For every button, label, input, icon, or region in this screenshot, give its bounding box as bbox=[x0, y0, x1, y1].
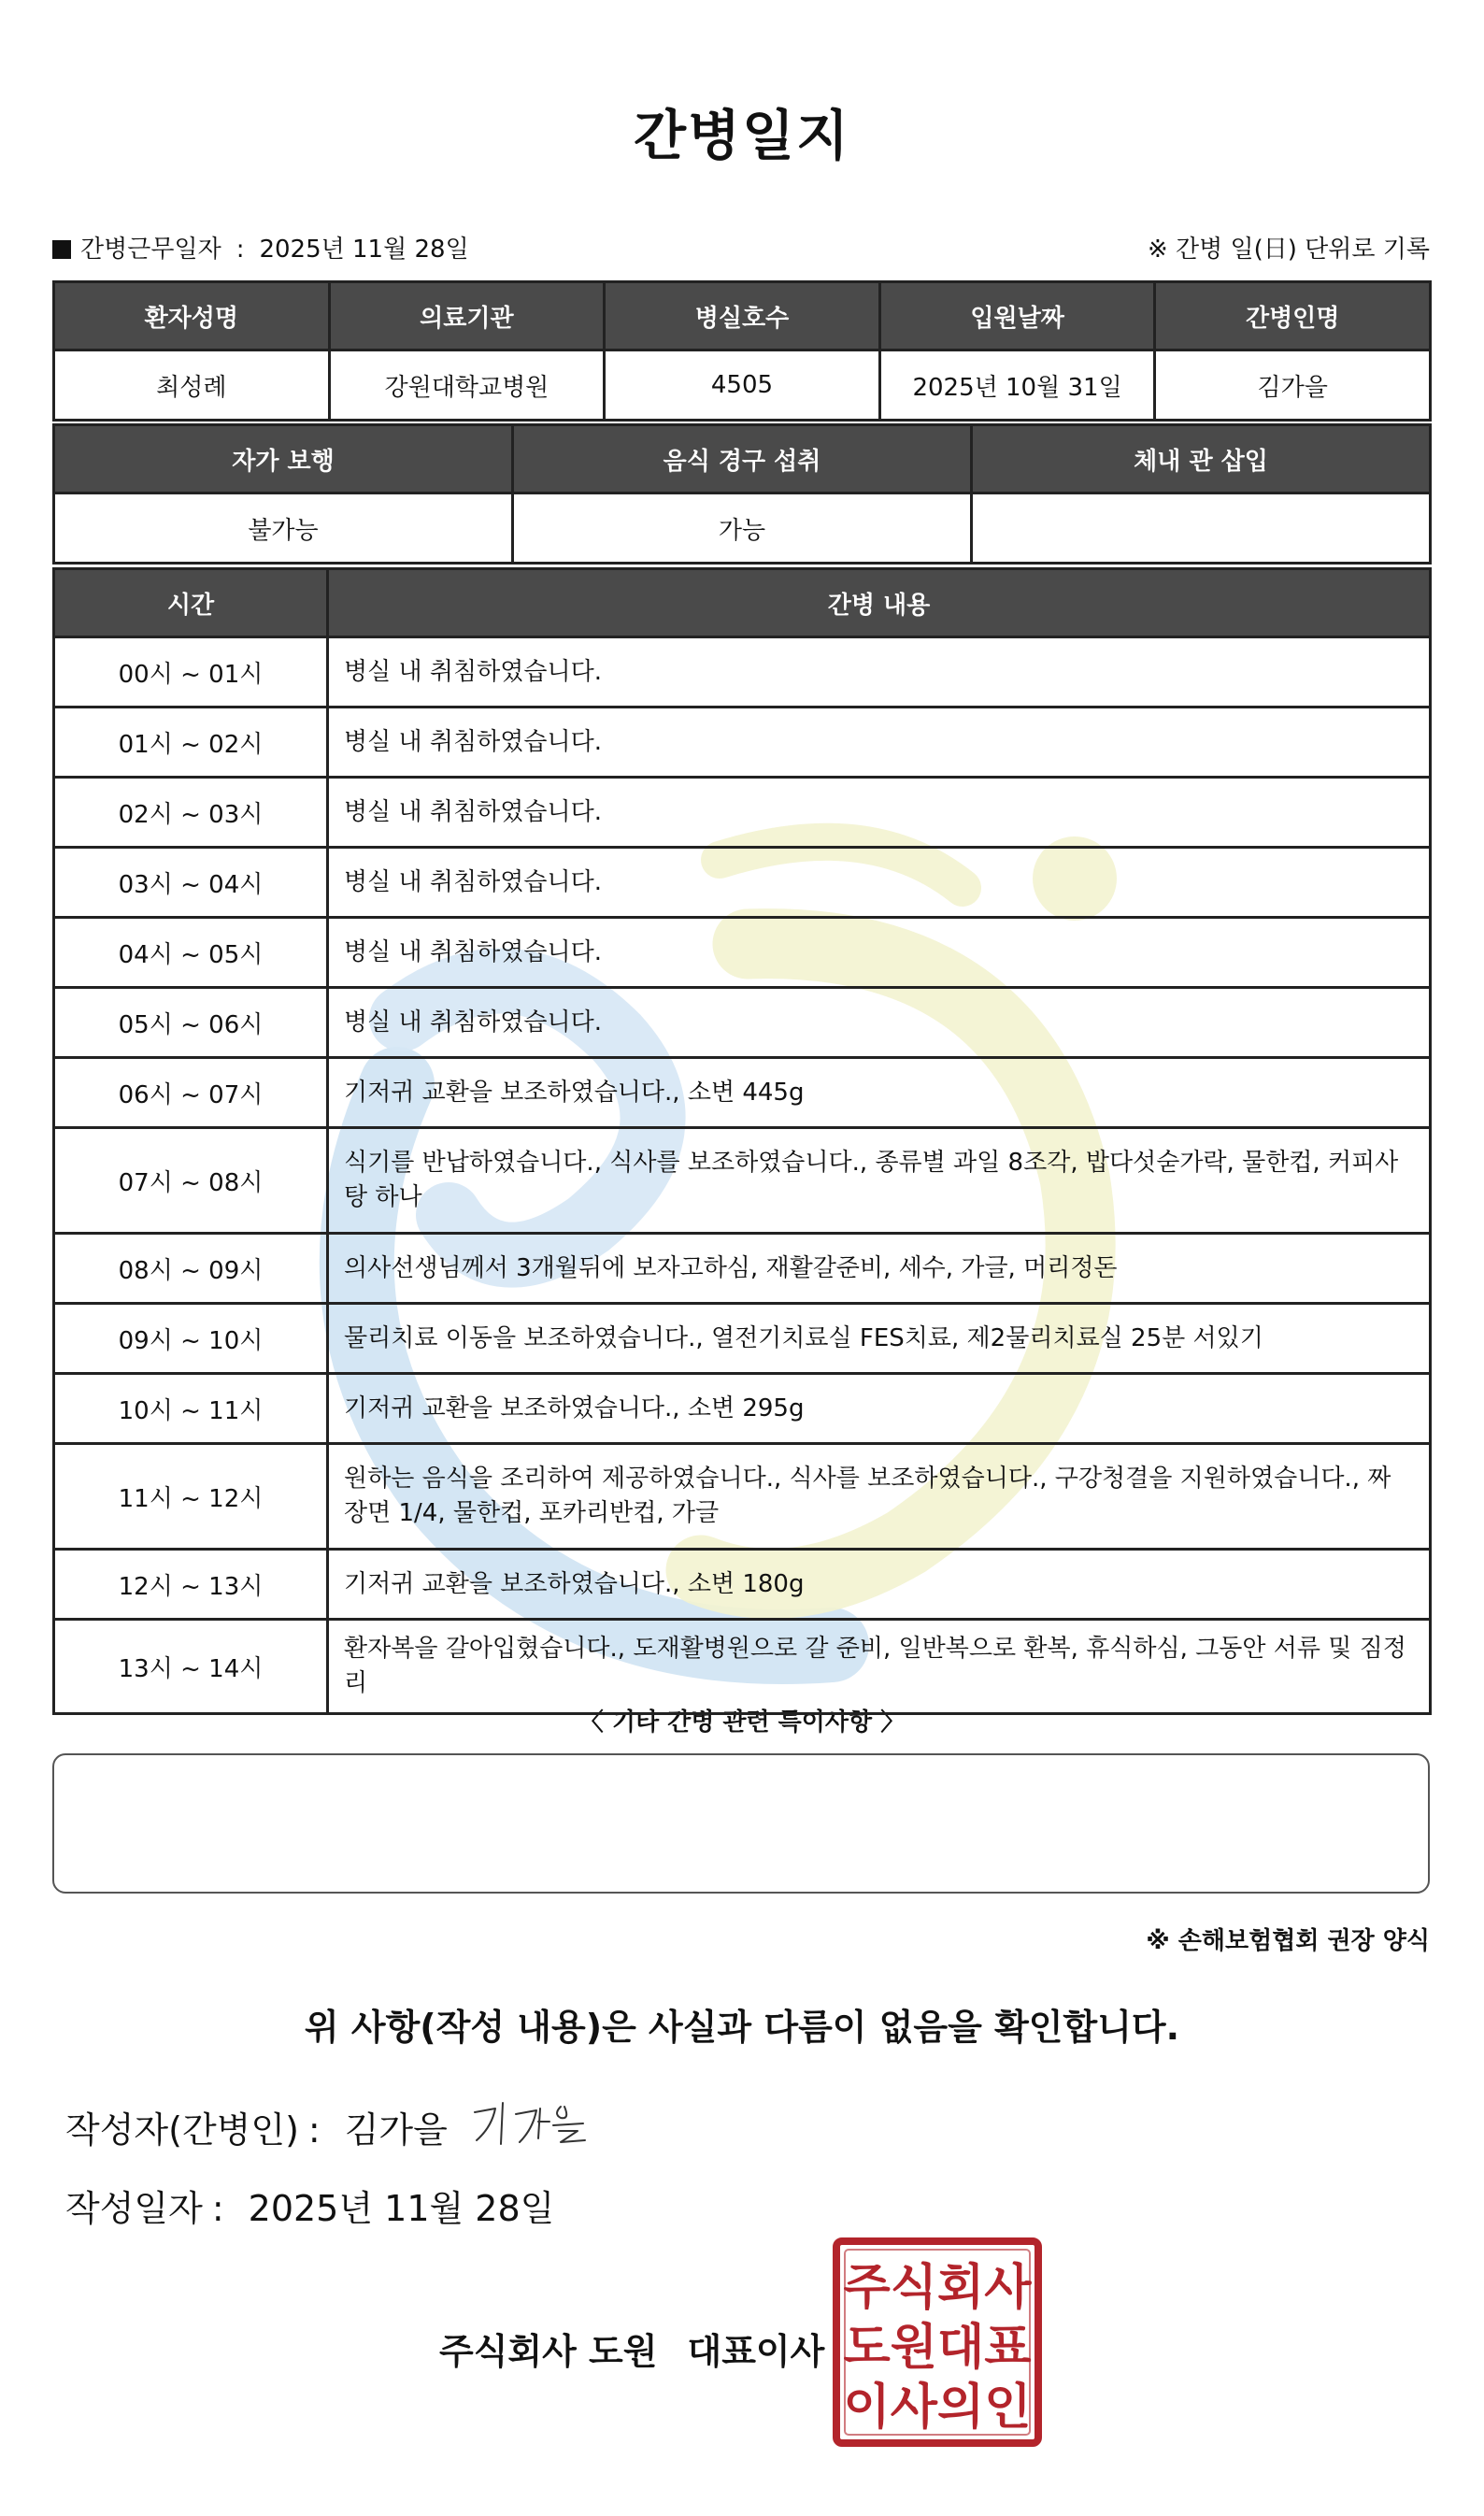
table-row bbox=[54, 778, 1431, 848]
table-row bbox=[54, 1304, 1431, 1374]
row-content: 병실 내 취침하였습니다. bbox=[328, 708, 1431, 778]
row-time: 07시 ~ 08시 bbox=[54, 1128, 328, 1234]
table-row bbox=[54, 848, 1431, 918]
row-time: 12시 ~ 13시 bbox=[54, 1550, 328, 1620]
patient-info-header-row bbox=[54, 282, 1431, 350]
author-colon: : bbox=[307, 2109, 321, 2151]
self-walking-value: 불가능 bbox=[54, 493, 513, 564]
row-content: 원하는 음식을 조리하여 제공하였습니다., 식사를 보조하였습니다., 구강청결을 지원하였습니다., 짜장면 1/4, 물한컵, 포카리반컵, 가글 bbox=[328, 1444, 1431, 1550]
table-row bbox=[54, 708, 1431, 778]
row-time: 00시 ~ 01시 bbox=[54, 637, 328, 708]
room-number: 4505 bbox=[605, 350, 880, 421]
author-label: 작성자(간병인) bbox=[65, 2109, 299, 2151]
company-name: 주식회사 도원 bbox=[439, 2331, 658, 2372]
status-header-row bbox=[54, 425, 1431, 493]
header-oral-intake: 음식 경구 섭취 bbox=[513, 425, 972, 493]
row-time: 06시 ~ 07시 bbox=[54, 1058, 328, 1128]
row-content: 환자복을 갈아입혔습니다., 도재활병원으로 갈 준비, 일반복으로 환복, 휴식하심, 그동안 서류 및 짐정리 bbox=[328, 1620, 1431, 1714]
row-content: 병실 내 취침하였습니다. bbox=[328, 637, 1431, 708]
row-time: 05시 ~ 06시 bbox=[54, 988, 328, 1058]
care-log-table bbox=[52, 567, 1432, 1715]
written-date-row bbox=[65, 2180, 554, 2231]
company-signature-line bbox=[439, 2323, 824, 2374]
patient-status-table bbox=[52, 423, 1432, 565]
header-tube-insertion: 체내 관 삽입 bbox=[972, 425, 1431, 493]
company-seal-stamp bbox=[832, 2237, 1043, 2448]
header-admission-date: 입원날짜 bbox=[879, 282, 1155, 350]
confirmation-statement: 위 사항(작성 내용)은 사실과 다름이 없음을 확인합니다. bbox=[304, 2007, 1180, 2048]
oral-intake-value: 가능 bbox=[513, 493, 972, 564]
row-content: 식기를 반납하였습니다., 식사를 보조하였습니다., 종류별 과일 8조각, 밥다섯숟가락, 물한컵, 커피사탕 하나 bbox=[328, 1128, 1431, 1234]
table-row bbox=[54, 1444, 1431, 1550]
row-time: 02시 ~ 03시 bbox=[54, 778, 328, 848]
table-row bbox=[54, 1620, 1431, 1714]
row-time: 11시 ~ 12시 bbox=[54, 1444, 328, 1550]
seal-line-3: 이사의인 bbox=[843, 2380, 1032, 2436]
header-care-content: 간병 내용 bbox=[328, 569, 1431, 637]
table-row bbox=[54, 1374, 1431, 1444]
work-date-label: 간병근무일자 bbox=[80, 236, 221, 264]
row-time: 09시 ~ 10시 bbox=[54, 1304, 328, 1374]
row-time: 04시 ~ 05시 bbox=[54, 918, 328, 988]
status-value-row bbox=[54, 493, 1431, 564]
header-self-walking: 자가 보행 bbox=[54, 425, 513, 493]
tube-insertion-value bbox=[972, 493, 1431, 564]
row-time: 10시 ~ 11시 bbox=[54, 1374, 328, 1444]
work-date-colon: : bbox=[235, 236, 245, 264]
work-date-value: 2025년 11월 28일 bbox=[259, 236, 469, 264]
row-content: 병실 내 취침하였습니다. bbox=[328, 918, 1431, 988]
care-log-header-row bbox=[54, 569, 1431, 637]
header-caregiver-name: 간병인명 bbox=[1155, 282, 1431, 350]
table-row bbox=[54, 988, 1431, 1058]
special-notes-label: 〈 기타 간병 관련 특이사항 〉 bbox=[578, 1708, 906, 1737]
row-time: 03시 ~ 04시 bbox=[54, 848, 328, 918]
row-content: 기저귀 교환을 보조하였습니다., 소변 445g bbox=[328, 1058, 1431, 1128]
row-time: 01시 ~ 02시 bbox=[54, 708, 328, 778]
author-name: 김가을 bbox=[344, 2109, 448, 2151]
written-date-colon: : bbox=[211, 2188, 224, 2229]
special-notes-box[interactable] bbox=[52, 1753, 1430, 1894]
table-row bbox=[54, 1058, 1431, 1128]
row-content: 기저귀 교환을 보조하였습니다., 소변 180g bbox=[328, 1550, 1431, 1620]
header-room-number: 병실호수 bbox=[605, 282, 880, 350]
row-time: 13시 ~ 14시 bbox=[54, 1620, 328, 1714]
patient-name: 최성례 bbox=[54, 350, 330, 421]
written-date-value: 2025년 11월 28일 bbox=[248, 2188, 555, 2229]
row-content: 기저귀 교환을 보조하였습니다., 소변 295g bbox=[328, 1374, 1431, 1444]
written-date-label: 작성일자 bbox=[65, 2188, 203, 2229]
caregiver-name: 김가을 bbox=[1155, 350, 1431, 421]
seal-line-1: 주식회사 bbox=[843, 2260, 1032, 2316]
header-time: 시간 bbox=[54, 569, 328, 637]
table-row bbox=[54, 918, 1431, 988]
row-content: 의사선생님께서 3개월뒤에 보자고하심, 재활갈준비, 세수, 가글, 머리정돈 bbox=[328, 1234, 1431, 1304]
patient-info-value-row bbox=[54, 350, 1431, 421]
admission-date: 2025년 10월 31일 bbox=[879, 350, 1155, 421]
company-title: 대표이사 bbox=[687, 2331, 825, 2372]
page-title: 간병일지 bbox=[633, 104, 851, 167]
table-row bbox=[54, 1550, 1431, 1620]
row-content: 물리치료 이동을 보조하였습니다., 열전기치료실 FES치료, 제2물리치료실 25분 서있기 bbox=[328, 1304, 1431, 1374]
seal-line-2: 도원대표 bbox=[843, 2320, 1032, 2376]
author-row bbox=[65, 2101, 448, 2152]
institution: 강원대학교병원 bbox=[329, 350, 605, 421]
row-content: 병실 내 취침하였습니다. bbox=[328, 848, 1431, 918]
work-date-row bbox=[52, 230, 469, 264]
header-patient-name: 환자성명 bbox=[54, 282, 330, 350]
table-row bbox=[54, 1234, 1431, 1304]
square-bullet-icon bbox=[52, 240, 71, 259]
unit-note: ※ 간병 일(日) 단위로 기록 bbox=[1147, 236, 1430, 264]
recommend-note: ※ 손해보험협회 권장 양식 bbox=[1146, 1927, 1430, 1955]
patient-info-table bbox=[52, 280, 1432, 422]
table-row bbox=[54, 1128, 1431, 1234]
row-time: 08시 ~ 09시 bbox=[54, 1234, 328, 1304]
row-content: 병실 내 취침하였습니다. bbox=[328, 988, 1431, 1058]
handwritten-signature bbox=[467, 2086, 598, 2151]
header-institution: 의료기관 bbox=[329, 282, 605, 350]
row-content: 병실 내 취침하였습니다. bbox=[328, 778, 1431, 848]
table-row bbox=[54, 637, 1431, 708]
